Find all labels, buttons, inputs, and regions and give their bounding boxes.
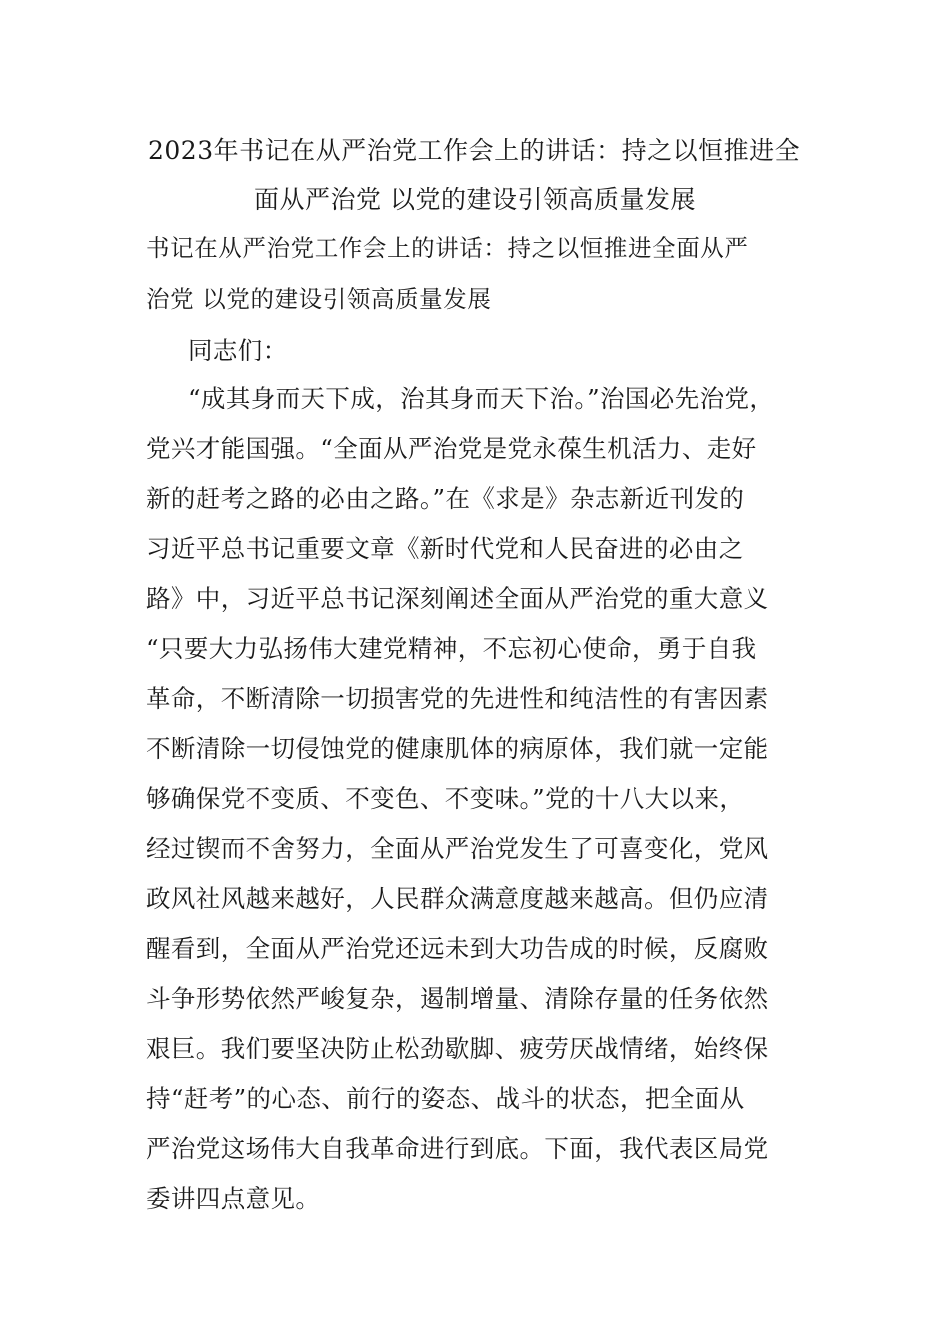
document-title-line-2: 面从严治党 以党的建设引领高质量发展 (254, 185, 696, 214)
body-line: 斗争形势依然严峻复杂，遏制增量、清除存量的任务依然 (146, 984, 769, 1013)
document-subtitle-line-2: 治党 以党的建设引领高质量发展 (146, 285, 492, 313)
body-line: “成其身而天下成，治其身而天下治。”治国必先治党， (188, 384, 775, 413)
body-line: 习近平总书记重要文章《新时代党和人民奋进的必由之 (146, 534, 744, 563)
body-line: 党兴才能国强。“全面从严治党是党永葆生机活力、走好 (146, 434, 757, 463)
body-line: 不断清除一切侵蚀党的健康肌体的病原体，我们就一定能 (146, 734, 769, 763)
body-line: 政风社风越来越好，人民群众满意度越来越高。但仍应清 (146, 884, 769, 913)
body-line: 委讲四点意见。 (146, 1184, 321, 1213)
body-line: 持“赶考”的心态、前行的姿态、战斗的状态，把全面从 (146, 1084, 745, 1113)
document-title-line-1: 2023年书记在从严治党工作会上的讲话：持之以恒推进全 (148, 136, 801, 165)
body-line: 够确保党不变质、不变色、不变味。”党的十八大以来， (146, 784, 745, 813)
body-line: 革命，不断清除一切损害党的先进性和纯洁性的有害因素 (146, 684, 769, 713)
document-subtitle-line-1: 书记在从严治党工作会上的讲话：持之以恒推进全面从严 (146, 234, 749, 262)
greeting: 同志们： (188, 336, 288, 365)
body-line: 艰巨。我们要坚决防止松劲歇脚、疲劳厌战情绪，始终保 (146, 1034, 769, 1063)
body-line: 经过锲而不舍努力，全面从严治党发生了可喜变化，党风 (146, 834, 769, 863)
body-line: “只要大力弘扬伟大建党精神，不忘初心使命，勇于自我 (146, 634, 757, 663)
body-line: 严治党这场伟大自我革命进行到底。下面，我代表区局党 (146, 1134, 769, 1163)
body-line: 醒看到，全面从严治党还远未到大功告成的时候，反腐败 (146, 934, 769, 963)
body-line: 路》中，习近平总书记深刻阐述全面从严治党的重大意义 (146, 584, 769, 613)
body-line: 新的赶考之路的必由之路。”在《求是》杂志新近刊发的 (146, 484, 745, 513)
